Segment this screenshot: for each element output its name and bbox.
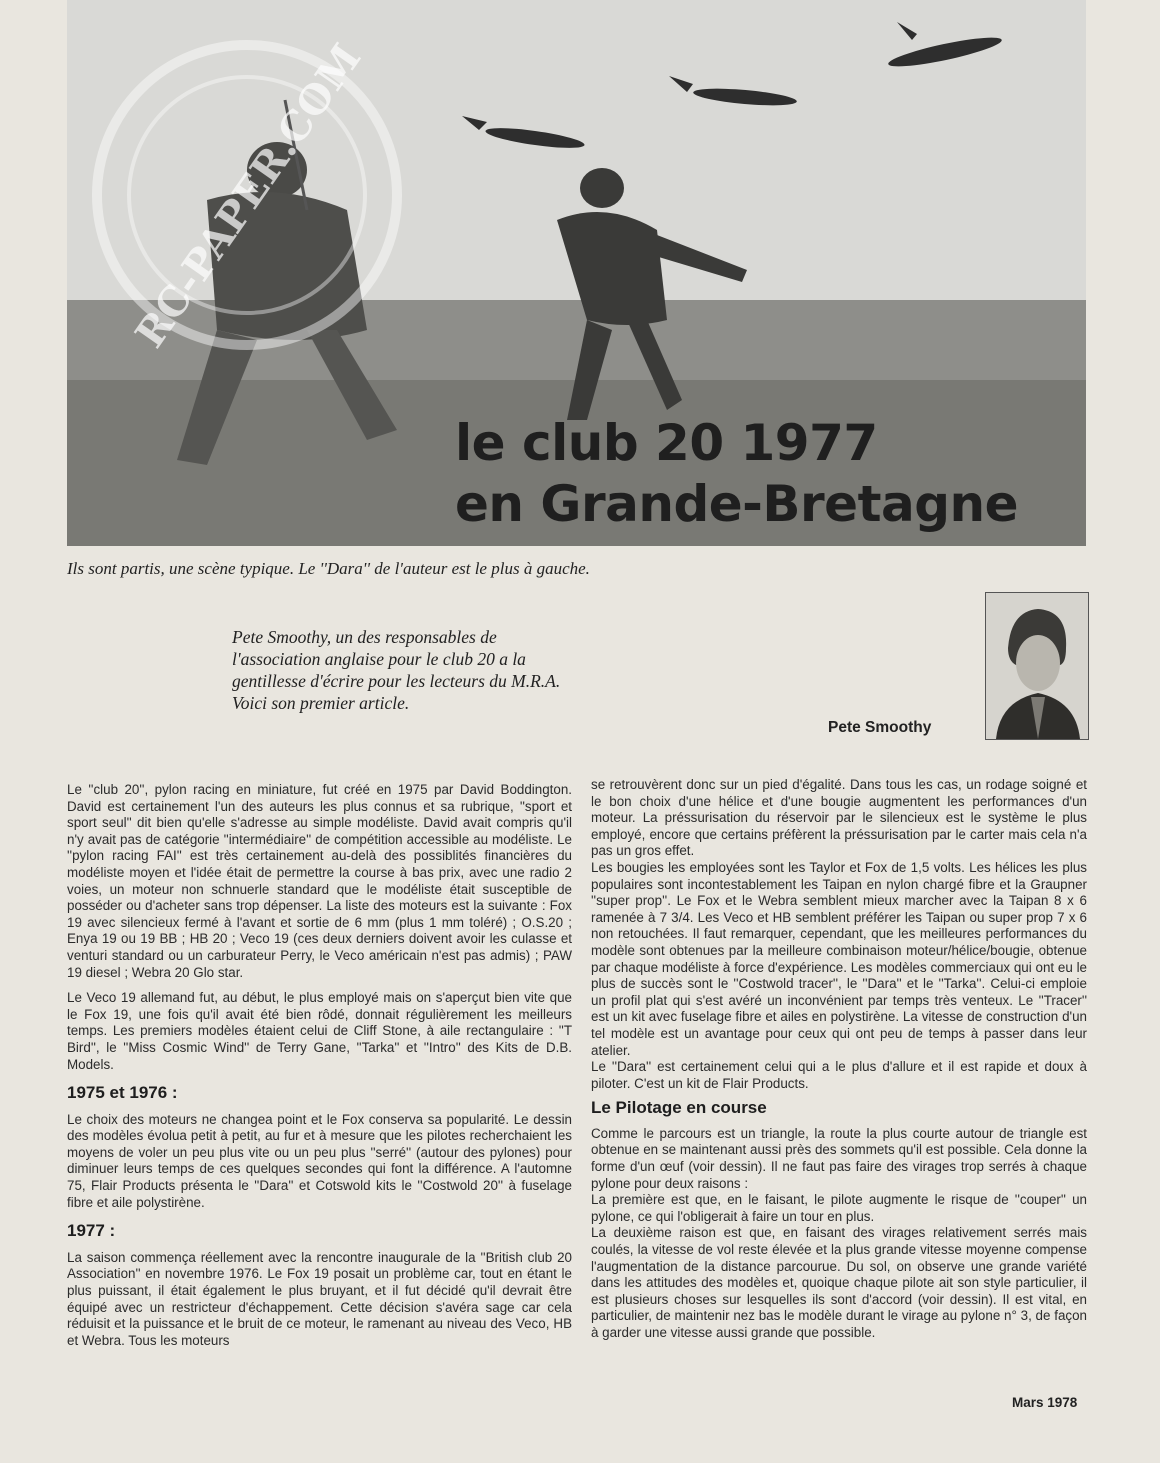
paragraph: Le choix des moteurs ne changea point et le Fox conserva sa popularité. Le dessin des modèles évolua petit à petit, au fur et à mesure que les pilotes recherchaient les moyens de voler un peu plus vite ou un peu plus ''serré'' (autour des pylones) pour diminuer leurs temps de ces quelques secondes qui font la différence. A l'automne 75, Flair Products présenta le ''Dara'' et Cotswold kits le ''Costwold 20'' à fuselage fibre et aile polystirène.: [67, 1111, 572, 1210]
paragraph: La deuxième raison est que, en faisant des virages relativement serrés mais coulés, la vitesse de vol reste élevée et la plus grande vitesse moyenne compense l'augmentation de la distance parcourue. Du sol, on observe une grande variété dans les attitudes des modèles et, quoique chaque pilote ait son style particulier, il est plusieurs choses sur lesquelles ils sont d'accord (voir dessin). Il est vital, en particulier, de maintenir nez bas le modèle durant le virage au pylone n° 3, de façon à garder une vitesse aussi grande que possible.: [591, 1225, 1087, 1340]
article-title: [455, 413, 1075, 535]
portrait-photo-icon: [986, 593, 1088, 739]
left-column: [67, 782, 572, 1358]
paragraph: La première est que, en le faisant, le pilote augmente le risque de ''couper'' un pylone, ce qui l'obligerait à faire un tour en plus.: [591, 1192, 1087, 1224]
paragraph: Le ''club 20'', pylon racing en miniature, fut créé en 1975 par David Boddington. David est certainement l'un des auteurs les plus connus et sa rubrique, ''sport et sport seul'' dit bien qu'elle s'adresse au simple modéliste. David avait compris qu'il n'y avait pas de catégorie ''intermédiaire'' de compétition accessible au modéliste. Le ''pylon racing FAI'' est très certainement au-delà des possiblités financières du modéliste moyen et l'idée était de permettre la course à bas prix, avec une radio 2 voies, un moteur non schnuerle standard que le modéliste était susceptible de posséder ou d'acheter sans trop dépenser. La liste des moteurs est la suivante : Fox 19 avec silencieux fermé à l'avant et sortie de 6 mm (plus 1 mm toléré) ; O.S.20 ; Enya 19 ou 19 BB ; HB 20 ; Veco 19 (ces deux derniers doivent avoir les culasse et venturi standard ou un carburateur Perry, le Veco américain n'est pas admis) ; PAW 19 diesel ; Webra 20 Glo star.: [67, 782, 572, 980]
paragraph: Comme le parcours est un triangle, la route la plus courte autour de triangle est obtenue en se maintenant aussi près des sommets qu'il est possible. Cela donne la forme d'un œuf (voir dessin). Il ne faut pas faire des virages trop serrés à chaque pylone pour deux raisons :: [591, 1125, 1087, 1191]
section-heading: 1975 et 1976 :: [67, 1083, 178, 1103]
watermark-text: RC-PAPER.COM: [126, 35, 371, 357]
paragraph: La saison commença réellement avec la rencontre inaugurale de la ''British club 20 Association'' en novembre 1976. Le Fox 19 posait un problème car, tout en étant le plus puissant, il était également le plus bruyant, et il fut décidé qu'il devrait être équipé avec un restricteur d'échappement. Cette décision s'avéra sage car cela réduisit et la puissance et le bruit de ce moteur, le ramenant au niveau des Veco, HB et Webra. Tous les moteurs: [67, 1249, 572, 1348]
intro-paragraph: Pete Smoothy, un des responsables de l'association anglaise pour le club 20 a la gentillesse d'écrire pour les lecteurs du M.R.A. Voici son premier article.: [232, 627, 561, 713]
section-heading: 1977 :: [67, 1221, 116, 1241]
title-line-2: en Grande-Bretagne: [455, 475, 1019, 533]
portrait-name: Pete Smoothy: [828, 719, 932, 736]
paragraph: se retrouvèrent donc sur un pied d'égalité. Dans tous les cas, un rodage soigné et le bon choix d'une hélice et d'une bougie augmentent les performances d'un moteur. La préssurisation du réservoir par le silencieux est le système le plus employé, encore que certains préfèrent la préssurisation par le carter mais cela n'a pas un gros effet.: [591, 777, 1087, 859]
right-column: [591, 777, 1087, 1342]
paragraph: Les bougies les employées sont les Taylor et Fox de 1,5 volts. Les hélices les plus populaires sont incontestablement les Taipan en nylon chargé fibre et la Graupner ''super prop''. Le Fox et le Webra semblent mieux marcher avec la Taipan 8 x 6 ramenée à 7 3/4. Les Veco et HB semblent préférer les Taipan ou super prop 7 x 6 non retouchées. Il faut remarquer, cependant, que les meilleures performances du modèle sont obtenues par la meilleure combinaison moteur/hélice/bougie, obtenue par chaque modéliste à force d'expérience. Les modèles commerciaux qui ont eu le plus de succès sont le ''Costwold tracer'', le ''Dara'' et le ''Tarka''. Celui-ci emploie un profil plat qui s'est avéré un inconvénient par temps très venteux. Le ''Tracer'' est un kit avec fuselage fibre et ailes en polystirène. La vitesse de construction d'un tel modèle est un avantage pour ceux qui ont peu de temps à passer dans leur atelier.: [591, 859, 1087, 1058]
issue-date: Mars 1978: [1012, 1395, 1078, 1410]
portrait-photo: [985, 592, 1089, 740]
photo-caption: Ils sont partis, une scène typique. Le ''Dara'' de l'auteur est le plus à gauche.: [67, 559, 590, 578]
title-line-1: le club 20 1977: [455, 414, 878, 472]
paragraph: Le ''Dara'' est certainement celui qui a le plus d'allure et il est rapide et doux à piloter. C'est un kit de Flair Products.: [591, 1059, 1087, 1091]
section-heading: Le Pilotage en course: [591, 1098, 767, 1118]
watermark-icon: [67, 0, 427, 390]
paragraph: Le Veco 19 allemand fut, au début, le plus employé mais on s'aperçut bien vite que le Fox 19, une fois qu'il avait été bien rôdé, donnait régulièrement les meilleurs temps. Les premiers modèles étaient celui de Cliff Stone, à aile rectangulaire : ''T Bird'', le ''Miss Cosmic Wind'' de Terry Gane, ''Tarka'' et ''Intro'' des Kits de D.B. Models.: [67, 990, 572, 1072]
